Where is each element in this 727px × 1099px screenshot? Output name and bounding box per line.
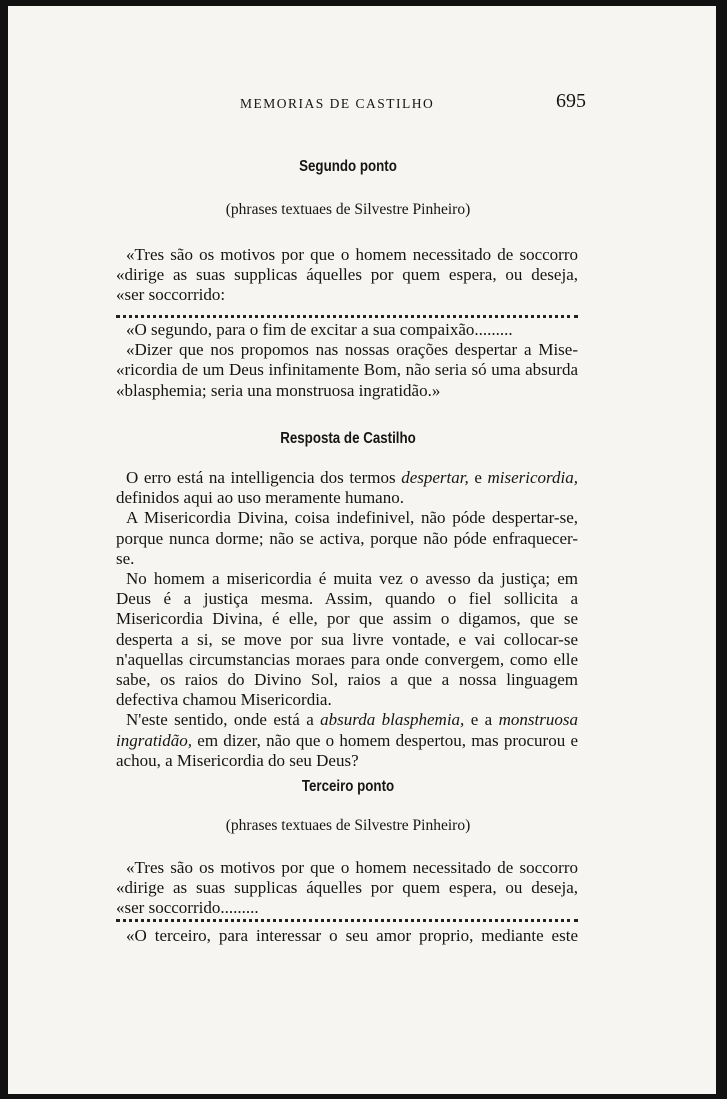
text-run: e a [464, 710, 499, 730]
quote-line: «dirige as suas supplicas áquelles por quem espera, ou deseja, [116, 265, 578, 285]
book-page [8, 6, 716, 1094]
quote-line: «O segundo, para o fim de excitar a sua compaixão......... [126, 320, 513, 339]
quote-line: «Dizer que nos propomos nas nossas orações despertar a Mise- [126, 340, 578, 360]
section-heading-segundo-ponto: Segundo ponto [299, 158, 397, 175]
quote-line: «ser soccorrido: [116, 285, 226, 305]
paragraph-1 [116, 468, 578, 508]
quote-block-3 [116, 858, 578, 919]
section-heading-terceiro-ponto: Terceiro ponto [301, 778, 395, 795]
section-heading-resposta: Resposta de Castilho [280, 430, 416, 447]
quote-line: «Tres são os motivos por que o homem necessitado de soccorro [126, 858, 578, 877]
emphasis-term: despertar, [401, 468, 469, 487]
emphasis-term: absurda blasphemia, [320, 710, 465, 730]
text-run: em dizer, não que o homem despertou, mas procurou e achou, a Misericordia do seu Deus? [116, 730, 578, 770]
quote-block-4 [116, 926, 578, 946]
paragraph-3: No homem a misericordia é muita vez o avesso da justiça; em Deus é a justiça mesma. Assim, quando o fiel sollicita a Misericordia Divina, é elle, por que assim o digamos, que se desperta a si, se move por sua livre vontade, e vai collocar-se n'aquellas circumstancias moraes para onde convergem, como elle sabe, os raios do Divino Sol, raios a que a nossa linguagem defectiva chamou Misericordia. [116, 569, 578, 710]
quote-line: «ser soccorrido......... [116, 898, 259, 918]
response-body [116, 468, 578, 771]
quote-line: «O terceiro, para interessar o seu amor proprio, mediante este [126, 926, 578, 945]
quote-line: «Tres são os motivos por que o homem necessitado de soccorro [126, 245, 578, 264]
page-number: 695 [556, 90, 586, 112]
section-subheading: (phrases textuaes de Silvestre Pinheiro) [225, 201, 471, 218]
emphasis-term: monstruosa ingratidão, [116, 710, 578, 750]
emphasis-term: misericordia, [487, 468, 579, 487]
quote-block-2 [116, 320, 578, 401]
text-run: e [468, 468, 488, 487]
quote-line: «blasphemia; seria una monstruosa ingratidão.» [116, 380, 441, 400]
section-subheading: (phrases textuaes de Silvestre Pinheiro) [225, 817, 471, 834]
paragraph-4 [116, 710, 578, 771]
ellipsis-divider [116, 309, 578, 318]
ellipsis-divider [116, 913, 578, 922]
quote-block-1 [116, 245, 578, 306]
text-run: definidos aqui ao uso meramente humano. [116, 488, 404, 508]
quote-line: «ricordia de um Deus infinitamente Bom, não seria só uma absurda [116, 360, 578, 380]
text-run: N'este sentido, onde está a [126, 710, 321, 730]
quote-line: «dirige as suas supplicas áquelles por quem espera, ou deseja, [116, 878, 578, 898]
text-run: O erro está na intelligencia dos termos [126, 468, 402, 487]
running-title: MEMORIAS DE CASTILHO [240, 96, 435, 111]
paragraph-2: A Misericordia Divina, coisa indefinivel, não póde despertar-se, porque nunca dorme; não se activa, porque não póde enfraquecer-se. [116, 508, 578, 568]
